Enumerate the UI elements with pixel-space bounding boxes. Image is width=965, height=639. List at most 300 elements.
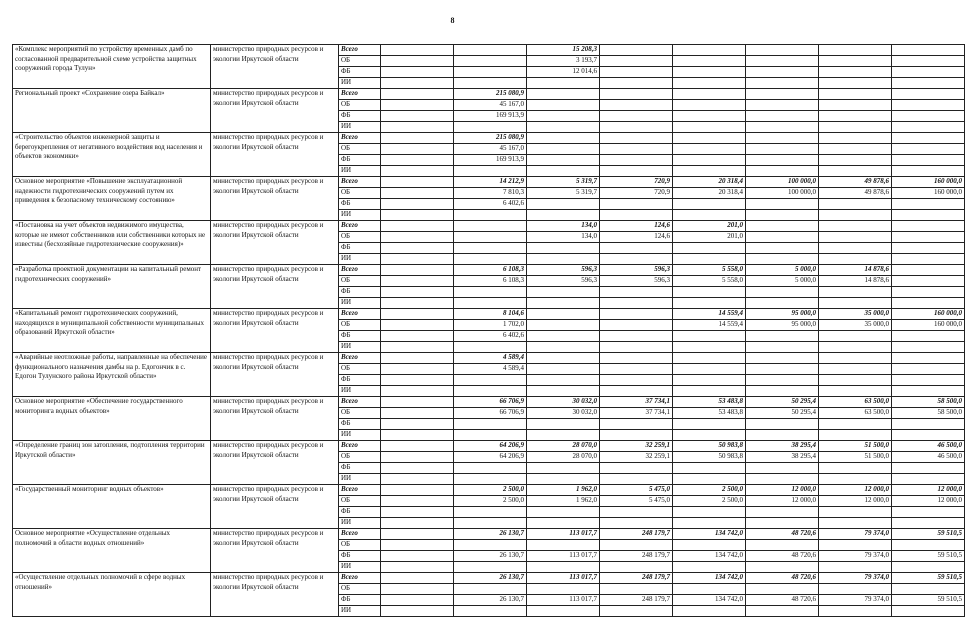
amount-cell: 8 104,6 bbox=[454, 309, 527, 320]
amount-cell bbox=[746, 386, 819, 397]
amount-cell: 53 483,8 bbox=[673, 397, 746, 408]
amount-cell: 2 500,0 bbox=[454, 485, 527, 496]
amount-cell bbox=[600, 320, 673, 331]
activity-name-cell: «Капитальный ремонт гидротехнических сооружений, находящихся в муниципальной собственности муниципальных образований Иркутской области» bbox=[13, 309, 211, 353]
amount-cell bbox=[673, 430, 746, 441]
amount-cell bbox=[527, 78, 600, 89]
responsible-org-cell: министерство природных ресурсов и экологии Иркутской области bbox=[211, 221, 339, 265]
funding-source-cell: ФБ bbox=[339, 199, 381, 210]
amount-cell bbox=[892, 265, 965, 276]
amount-cell: 124,6 bbox=[600, 232, 673, 243]
amount-cell bbox=[381, 353, 454, 364]
responsible-org-cell: министерство природных ресурсов и экологии Иркутской области bbox=[211, 265, 339, 309]
amount-cell bbox=[673, 540, 746, 551]
responsible-org-cell: министерство природных ресурсов и экологии Иркутской области bbox=[211, 441, 339, 485]
amount-cell bbox=[746, 210, 819, 221]
amount-cell bbox=[746, 606, 819, 617]
amount-cell bbox=[381, 584, 454, 595]
amount-cell bbox=[892, 606, 965, 617]
amount-cell: 14 878,6 bbox=[819, 265, 892, 276]
amount-cell bbox=[600, 210, 673, 221]
responsible-org-cell: министерство природных ресурсов и экологии Иркутской области bbox=[211, 89, 339, 133]
amount-cell bbox=[673, 133, 746, 144]
funding-source-cell: ОБ bbox=[339, 496, 381, 507]
amount-cell: 26 130,7 bbox=[454, 573, 527, 584]
amount-cell bbox=[819, 78, 892, 89]
amount-cell: 248 179,7 bbox=[600, 551, 673, 562]
amount-cell bbox=[381, 562, 454, 573]
amount-cell bbox=[381, 287, 454, 298]
amount-cell bbox=[600, 419, 673, 430]
amount-cell bbox=[746, 474, 819, 485]
amount-cell bbox=[892, 243, 965, 254]
amount-cell bbox=[819, 254, 892, 265]
amount-cell bbox=[673, 474, 746, 485]
amount-cell bbox=[819, 67, 892, 78]
amount-cell: 5 319,7 bbox=[527, 177, 600, 188]
amount-cell bbox=[454, 518, 527, 529]
amount-cell bbox=[819, 144, 892, 155]
amount-cell bbox=[819, 364, 892, 375]
amount-cell bbox=[381, 45, 454, 56]
amount-cell bbox=[454, 606, 527, 617]
amount-cell bbox=[381, 485, 454, 496]
amount-cell bbox=[527, 375, 600, 386]
amount-cell: 113 017,7 bbox=[527, 573, 600, 584]
amount-cell bbox=[892, 155, 965, 166]
responsible-org-cell: министерство природных ресурсов и экологии Иркутской области bbox=[211, 309, 339, 353]
amount-cell bbox=[892, 562, 965, 573]
table-row bbox=[13, 221, 965, 232]
amount-cell: 134 742,0 bbox=[673, 529, 746, 540]
amount-cell bbox=[746, 254, 819, 265]
funding-source-cell: ИИ bbox=[339, 474, 381, 485]
amount-cell bbox=[746, 133, 819, 144]
funding-source-cell: ИИ bbox=[339, 122, 381, 133]
amount-cell: 1 702,0 bbox=[454, 320, 527, 331]
amount-cell: 248 179,7 bbox=[600, 529, 673, 540]
funding-source-cell: ИИ bbox=[339, 254, 381, 265]
amount-cell: 12 014,6 bbox=[527, 67, 600, 78]
amount-cell: 6 108,3 bbox=[454, 276, 527, 287]
amount-cell: 14 559,4 bbox=[673, 320, 746, 331]
amount-cell bbox=[381, 551, 454, 562]
amount-cell bbox=[381, 430, 454, 441]
amount-cell: 134 742,0 bbox=[673, 595, 746, 606]
amount-cell: 53 483,8 bbox=[673, 408, 746, 419]
amount-cell bbox=[819, 232, 892, 243]
amount-cell bbox=[381, 529, 454, 540]
activity-name-cell: «Строительство объектов инженерной защиты и берегоукрепления от негативного воздействия вод населения и объектов экономики» bbox=[13, 133, 211, 177]
amount-cell bbox=[527, 89, 600, 100]
funding-source-cell: ФБ bbox=[339, 507, 381, 518]
table-row bbox=[13, 441, 965, 452]
funding-source-cell: ФБ bbox=[339, 595, 381, 606]
amount-cell: 51 500,0 bbox=[819, 452, 892, 463]
amount-cell bbox=[673, 287, 746, 298]
amount-cell bbox=[527, 419, 600, 430]
amount-cell: 63 500,0 bbox=[819, 408, 892, 419]
amount-cell: 12 000,0 bbox=[892, 496, 965, 507]
amount-cell bbox=[819, 89, 892, 100]
amount-cell bbox=[527, 155, 600, 166]
amount-cell bbox=[600, 111, 673, 122]
amount-cell bbox=[600, 133, 673, 144]
amount-cell: 45 167,0 bbox=[454, 100, 527, 111]
amount-cell bbox=[381, 100, 454, 111]
amount-cell bbox=[600, 199, 673, 210]
amount-cell bbox=[527, 287, 600, 298]
amount-cell bbox=[673, 364, 746, 375]
amount-cell: 5 558,0 bbox=[673, 276, 746, 287]
funding-source-cell: ИИ bbox=[339, 78, 381, 89]
amount-cell bbox=[892, 364, 965, 375]
funding-source-cell: ФБ bbox=[339, 463, 381, 474]
amount-cell bbox=[819, 584, 892, 595]
amount-cell: 3 193,7 bbox=[527, 56, 600, 67]
amount-cell bbox=[381, 606, 454, 617]
funding-source-cell: Всего bbox=[339, 89, 381, 100]
amount-cell bbox=[819, 507, 892, 518]
amount-cell bbox=[381, 188, 454, 199]
amount-cell bbox=[381, 441, 454, 452]
funding-source-cell: ОБ bbox=[339, 100, 381, 111]
amount-cell: 12 000,0 bbox=[746, 496, 819, 507]
amount-cell bbox=[673, 210, 746, 221]
amount-cell bbox=[819, 342, 892, 353]
amount-cell bbox=[381, 342, 454, 353]
amount-cell bbox=[673, 562, 746, 573]
amount-cell bbox=[454, 287, 527, 298]
table-row bbox=[13, 309, 965, 320]
amount-cell: 124,6 bbox=[600, 221, 673, 232]
amount-cell: 49 878,6 bbox=[819, 188, 892, 199]
activity-name-cell: Основное мероприятие «Обеспечение государственного мониторинга водных объектов» bbox=[13, 397, 211, 441]
amount-cell bbox=[892, 133, 965, 144]
amount-cell bbox=[746, 144, 819, 155]
amount-cell bbox=[454, 67, 527, 78]
amount-cell: 100 000,0 bbox=[746, 188, 819, 199]
funding-source-cell: Всего bbox=[339, 265, 381, 276]
amount-cell bbox=[819, 474, 892, 485]
amount-cell bbox=[892, 419, 965, 430]
amount-cell bbox=[381, 243, 454, 254]
amount-cell bbox=[819, 111, 892, 122]
amount-cell bbox=[673, 243, 746, 254]
amount-cell: 79 374,0 bbox=[819, 595, 892, 606]
amount-cell: 48 720,6 bbox=[746, 529, 819, 540]
responsible-org-cell: министерство природных ресурсов и экологии Иркутской области bbox=[211, 573, 339, 617]
amount-cell bbox=[381, 364, 454, 375]
amount-cell: 1 962,0 bbox=[527, 485, 600, 496]
amount-cell bbox=[600, 89, 673, 100]
funding-source-cell: Всего bbox=[339, 133, 381, 144]
amount-cell: 66 706,9 bbox=[454, 408, 527, 419]
amount-cell bbox=[819, 100, 892, 111]
amount-cell bbox=[454, 584, 527, 595]
amount-cell: 59 510,5 bbox=[892, 595, 965, 606]
amount-cell bbox=[746, 100, 819, 111]
amount-cell bbox=[600, 67, 673, 78]
amount-cell: 64 206,9 bbox=[454, 441, 527, 452]
amount-cell bbox=[600, 45, 673, 56]
amount-cell bbox=[454, 210, 527, 221]
table-row bbox=[13, 397, 965, 408]
amount-cell bbox=[527, 606, 600, 617]
amount-cell: 134 742,0 bbox=[673, 573, 746, 584]
amount-cell bbox=[454, 243, 527, 254]
amount-cell bbox=[746, 364, 819, 375]
amount-cell: 26 130,7 bbox=[454, 595, 527, 606]
amount-cell bbox=[673, 331, 746, 342]
funding-source-cell: ФБ bbox=[339, 155, 381, 166]
amount-cell bbox=[381, 540, 454, 551]
amount-cell bbox=[673, 67, 746, 78]
amount-cell bbox=[673, 78, 746, 89]
table-row bbox=[13, 529, 965, 540]
amount-cell bbox=[746, 199, 819, 210]
amount-cell bbox=[600, 78, 673, 89]
amount-cell bbox=[892, 100, 965, 111]
activity-name-cell: «Постановка на учет объектов недвижимого имущества, которые не имеют собственников или собственники которых не известны (бесхозяйные гидротехнические сооружения)» bbox=[13, 221, 211, 265]
amount-cell bbox=[746, 122, 819, 133]
table-row bbox=[13, 45, 965, 56]
amount-cell: 32 259,1 bbox=[600, 452, 673, 463]
amount-cell bbox=[381, 408, 454, 419]
amount-cell bbox=[527, 199, 600, 210]
amount-cell bbox=[892, 45, 965, 56]
funding-source-cell: ОБ bbox=[339, 584, 381, 595]
amount-cell bbox=[746, 221, 819, 232]
funding-source-cell: ФБ bbox=[339, 331, 381, 342]
amount-cell bbox=[454, 342, 527, 353]
amount-cell: 1 962,0 bbox=[527, 496, 600, 507]
table-row bbox=[13, 353, 965, 364]
amount-cell bbox=[381, 155, 454, 166]
amount-cell bbox=[819, 56, 892, 67]
amount-cell bbox=[527, 474, 600, 485]
amount-cell bbox=[673, 375, 746, 386]
amount-cell: 79 374,0 bbox=[819, 551, 892, 562]
amount-cell bbox=[527, 507, 600, 518]
funding-source-cell: ИИ bbox=[339, 606, 381, 617]
amount-cell bbox=[819, 298, 892, 309]
amount-cell bbox=[527, 364, 600, 375]
amount-cell bbox=[892, 111, 965, 122]
amount-cell bbox=[746, 166, 819, 177]
amount-cell bbox=[381, 474, 454, 485]
table-body bbox=[13, 45, 965, 617]
amount-cell bbox=[746, 45, 819, 56]
amount-cell: 50 295,4 bbox=[746, 397, 819, 408]
amount-cell bbox=[673, 584, 746, 595]
amount-cell bbox=[600, 606, 673, 617]
amount-cell bbox=[819, 210, 892, 221]
funding-source-cell: ОБ bbox=[339, 540, 381, 551]
amount-cell: 169 913,9 bbox=[454, 155, 527, 166]
amount-cell bbox=[454, 166, 527, 177]
amount-cell: 720,9 bbox=[600, 188, 673, 199]
amount-cell bbox=[600, 155, 673, 166]
amount-cell bbox=[819, 221, 892, 232]
amount-cell bbox=[819, 419, 892, 430]
amount-cell bbox=[819, 133, 892, 144]
amount-cell: 28 070,0 bbox=[527, 441, 600, 452]
amount-cell bbox=[527, 144, 600, 155]
amount-cell bbox=[819, 463, 892, 474]
amount-cell bbox=[600, 463, 673, 474]
amount-cell bbox=[819, 562, 892, 573]
amount-cell bbox=[673, 342, 746, 353]
amount-cell bbox=[600, 353, 673, 364]
amount-cell: 37 734,1 bbox=[600, 397, 673, 408]
amount-cell: 45 167,0 bbox=[454, 144, 527, 155]
funding-source-cell: ОБ bbox=[339, 276, 381, 287]
amount-cell: 5 475,0 bbox=[600, 485, 673, 496]
activity-name-cell: «Комплекс мероприятий по устройству временных дамб по согласованной предварительной схеме устройства защитных сооружений города Тулун» bbox=[13, 45, 211, 89]
amount-cell bbox=[892, 353, 965, 364]
funding-source-cell: ОБ bbox=[339, 232, 381, 243]
amount-cell: 20 318,4 bbox=[673, 177, 746, 188]
amount-cell bbox=[454, 232, 527, 243]
amount-cell: 113 017,7 bbox=[527, 595, 600, 606]
funding-source-cell: ОБ bbox=[339, 320, 381, 331]
amount-cell bbox=[527, 386, 600, 397]
amount-cell bbox=[673, 419, 746, 430]
amount-cell bbox=[746, 232, 819, 243]
amount-cell bbox=[381, 67, 454, 78]
amount-cell bbox=[381, 595, 454, 606]
amount-cell bbox=[892, 276, 965, 287]
amount-cell bbox=[600, 474, 673, 485]
amount-cell bbox=[381, 56, 454, 67]
amount-cell bbox=[819, 199, 892, 210]
amount-cell bbox=[819, 430, 892, 441]
responsible-org-cell: министерство природных ресурсов и экологии Иркутской области bbox=[211, 45, 339, 89]
amount-cell bbox=[527, 298, 600, 309]
amount-cell: 58 500,0 bbox=[892, 397, 965, 408]
amount-cell: 35 000,0 bbox=[819, 309, 892, 320]
amount-cell: 63 500,0 bbox=[819, 397, 892, 408]
amount-cell bbox=[746, 430, 819, 441]
amount-cell bbox=[454, 122, 527, 133]
amount-cell bbox=[527, 331, 600, 342]
amount-cell: 12 000,0 bbox=[819, 485, 892, 496]
amount-cell: 113 017,7 bbox=[527, 551, 600, 562]
funding-source-cell: Всего bbox=[339, 485, 381, 496]
activity-name-cell: «Государственный мониторинг водных объектов» bbox=[13, 485, 211, 529]
amount-cell bbox=[892, 287, 965, 298]
amount-cell bbox=[892, 584, 965, 595]
amount-cell bbox=[746, 518, 819, 529]
amount-cell bbox=[746, 419, 819, 430]
amount-cell bbox=[600, 243, 673, 254]
amount-cell bbox=[381, 210, 454, 221]
table-row bbox=[13, 573, 965, 584]
activity-name-cell: «Аварийные неотложные работы, направленные на обеспечение функционального назначения дамбы на р. Едогончик в с. Едогон Тулунского района Иркутской области» bbox=[13, 353, 211, 397]
amount-cell bbox=[746, 67, 819, 78]
funding-source-cell: Всего bbox=[339, 441, 381, 452]
amount-cell bbox=[892, 463, 965, 474]
amount-cell bbox=[454, 45, 527, 56]
amount-cell bbox=[454, 78, 527, 89]
amount-cell bbox=[746, 353, 819, 364]
funding-source-cell: Всего bbox=[339, 177, 381, 188]
funding-source-cell: ФБ bbox=[339, 375, 381, 386]
amount-cell bbox=[892, 254, 965, 265]
amount-cell: 160 000,0 bbox=[892, 309, 965, 320]
amount-cell bbox=[527, 584, 600, 595]
funding-source-cell: ИИ bbox=[339, 518, 381, 529]
amount-cell bbox=[892, 210, 965, 221]
amount-cell bbox=[527, 243, 600, 254]
amount-cell bbox=[527, 320, 600, 331]
amount-cell bbox=[381, 397, 454, 408]
table-row bbox=[13, 133, 965, 144]
amount-cell bbox=[600, 254, 673, 265]
amount-cell bbox=[746, 584, 819, 595]
amount-cell: 134 742,0 bbox=[673, 551, 746, 562]
amount-cell bbox=[381, 133, 454, 144]
amount-cell: 160 000,0 bbox=[892, 188, 965, 199]
amount-cell: 113 017,7 bbox=[527, 529, 600, 540]
amount-cell bbox=[454, 474, 527, 485]
amount-cell bbox=[892, 144, 965, 155]
budget-table bbox=[12, 44, 965, 617]
funding-source-cell: Всего bbox=[339, 309, 381, 320]
amount-cell bbox=[454, 463, 527, 474]
amount-cell bbox=[454, 386, 527, 397]
amount-cell bbox=[381, 177, 454, 188]
amount-cell bbox=[892, 221, 965, 232]
amount-cell bbox=[819, 353, 892, 364]
amount-cell bbox=[746, 342, 819, 353]
amount-cell bbox=[819, 166, 892, 177]
amount-cell bbox=[454, 254, 527, 265]
funding-source-cell: Всего bbox=[339, 397, 381, 408]
funding-source-cell: Всего bbox=[339, 573, 381, 584]
amount-cell bbox=[381, 496, 454, 507]
amount-cell bbox=[381, 199, 454, 210]
amount-cell bbox=[819, 375, 892, 386]
funding-source-cell: ФБ bbox=[339, 551, 381, 562]
amount-cell bbox=[454, 221, 527, 232]
amount-cell bbox=[892, 507, 965, 518]
amount-cell bbox=[673, 45, 746, 56]
amount-cell bbox=[892, 122, 965, 133]
amount-cell: 38 295,4 bbox=[746, 441, 819, 452]
amount-cell bbox=[892, 386, 965, 397]
amount-cell bbox=[892, 199, 965, 210]
amount-cell bbox=[819, 287, 892, 298]
funding-source-cell: ИИ bbox=[339, 166, 381, 177]
amount-cell bbox=[892, 78, 965, 89]
amount-cell: 48 720,6 bbox=[746, 551, 819, 562]
amount-cell: 15 208,3 bbox=[527, 45, 600, 56]
funding-source-cell: ИИ bbox=[339, 342, 381, 353]
amount-cell bbox=[600, 584, 673, 595]
funding-source-cell: ОБ bbox=[339, 408, 381, 419]
table-row bbox=[13, 89, 965, 100]
amount-cell bbox=[381, 166, 454, 177]
amount-cell bbox=[600, 562, 673, 573]
amount-cell bbox=[527, 254, 600, 265]
amount-cell bbox=[381, 331, 454, 342]
amount-cell bbox=[527, 518, 600, 529]
amount-cell bbox=[892, 298, 965, 309]
amount-cell bbox=[746, 287, 819, 298]
amount-cell bbox=[892, 540, 965, 551]
